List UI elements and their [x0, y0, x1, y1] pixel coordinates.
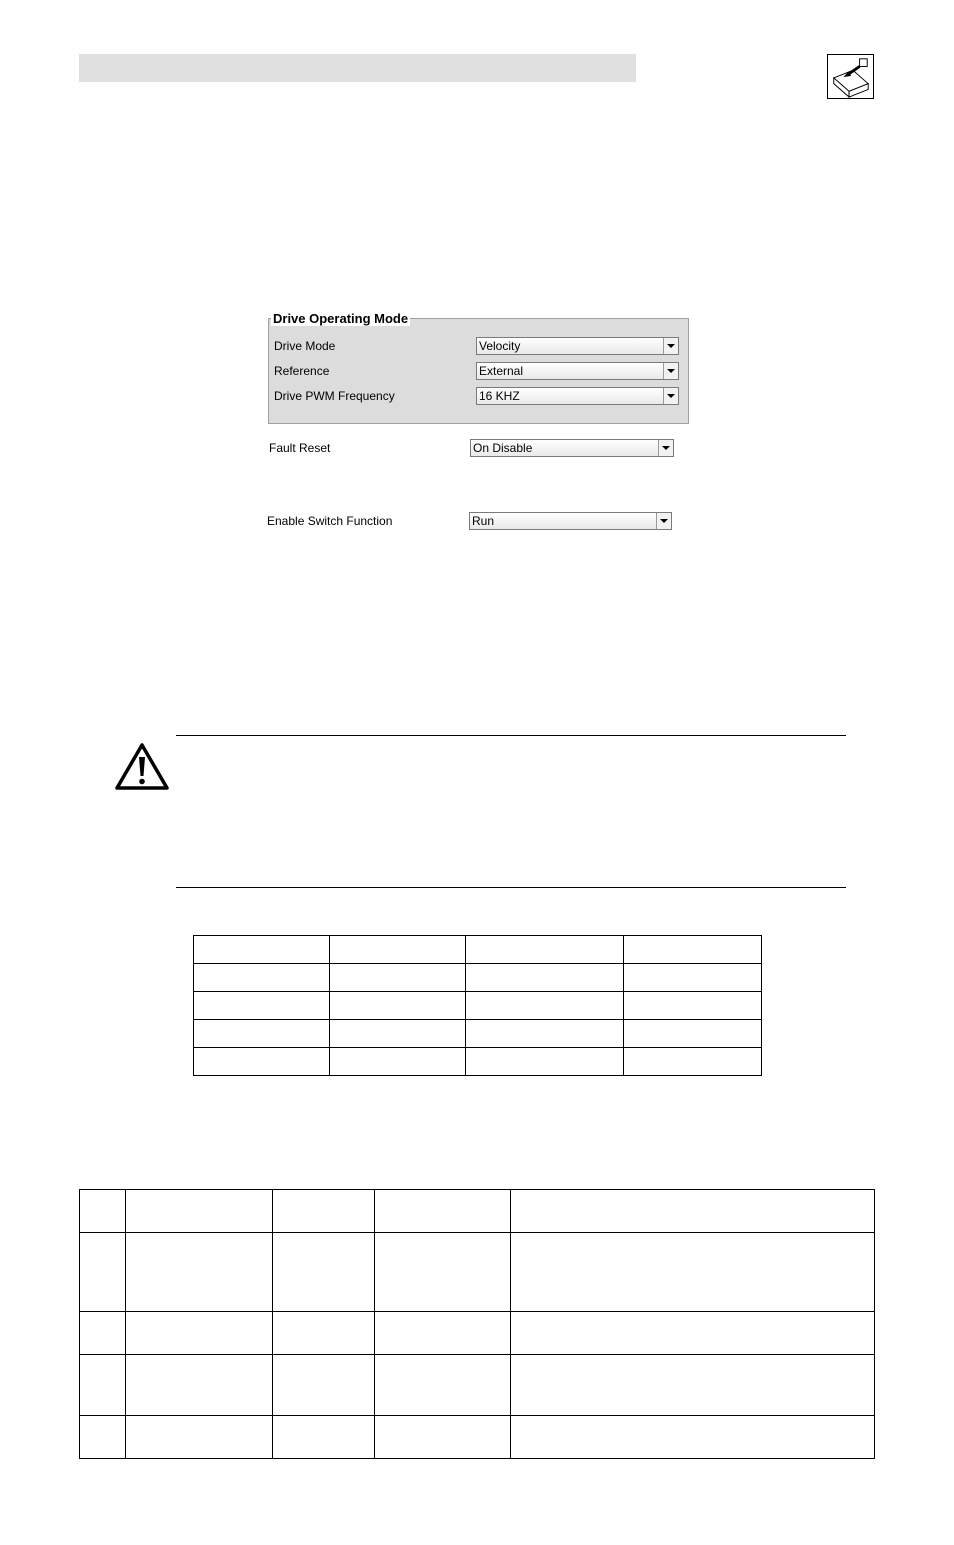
warning-top-rule: [176, 735, 846, 736]
table-cell: [624, 992, 762, 1020]
table-cell: [624, 964, 762, 992]
reference-select[interactable]: [476, 362, 679, 380]
table-cell: [624, 936, 762, 964]
fault-reset-select[interactable]: [470, 439, 674, 457]
table-cell: [329, 992, 465, 1020]
table-row: [194, 1020, 762, 1048]
table-cell: [329, 964, 465, 992]
table-cell: [374, 1190, 511, 1233]
table-cell: [125, 1233, 272, 1312]
fault-reset-value: On Disable: [473, 441, 533, 455]
table-cell: [80, 1233, 126, 1312]
drive-mode-label: Drive Mode: [274, 339, 336, 353]
table-row: [194, 1048, 762, 1076]
chevron-down-icon[interactable]: [663, 338, 678, 354]
table-cell: [125, 1416, 272, 1459]
table-cell: [374, 1233, 511, 1312]
table-cell: [194, 1048, 330, 1076]
table-cell: [465, 992, 624, 1020]
reference-label: Reference: [274, 364, 330, 378]
table-cell: [465, 936, 624, 964]
table-cell: [272, 1190, 374, 1233]
pwm-frequency-label: Drive PWM Frequency: [274, 389, 395, 403]
table-cell: [329, 1020, 465, 1048]
chevron-down-icon[interactable]: [656, 513, 671, 529]
table-cell: [511, 1233, 875, 1312]
chevron-down-icon[interactable]: [658, 440, 673, 456]
table-cell: [511, 1416, 875, 1459]
table-cell: [125, 1312, 272, 1355]
pwm-frequency-value: 16 KHZ: [479, 389, 520, 403]
drive-mode-select[interactable]: [476, 337, 679, 355]
table-cell: [80, 1190, 126, 1233]
table-row: [80, 1416, 875, 1459]
table-cell: [465, 1048, 624, 1076]
table-row: [194, 936, 762, 964]
chevron-down-icon[interactable]: [663, 388, 678, 404]
table-cell: [329, 936, 465, 964]
table-cell: [80, 1416, 126, 1459]
table-row: [80, 1355, 875, 1416]
table-cell: [125, 1355, 272, 1416]
fault-reset-label: Fault Reset: [269, 441, 331, 455]
table-cell: [194, 964, 330, 992]
table-cell: [194, 992, 330, 1020]
table-cell: [374, 1312, 511, 1355]
enable-switch-select[interactable]: [469, 512, 672, 530]
device-insert-icon: [827, 54, 874, 99]
table-cell: [511, 1190, 875, 1233]
table-cell: [194, 1020, 330, 1048]
panel-title: Drive Operating Mode: [273, 311, 409, 326]
table-cell: [465, 1020, 624, 1048]
table-row: [80, 1312, 875, 1355]
table-cell: [511, 1312, 875, 1355]
reference-value: External: [479, 364, 524, 378]
table-cell: [80, 1355, 126, 1416]
warning-bottom-rule: [176, 887, 846, 888]
header-bar: [79, 54, 636, 82]
table-cell: [374, 1416, 511, 1459]
table-row: [80, 1190, 875, 1233]
table-cell: [374, 1355, 511, 1416]
table-cell: [272, 1416, 374, 1459]
table-cell: [125, 1190, 272, 1233]
table-row: [194, 992, 762, 1020]
table-row: [80, 1233, 875, 1312]
empty-table-large: [79, 1189, 875, 1459]
table-cell: [465, 964, 624, 992]
table-cell: [194, 936, 330, 964]
drive-mode-value: Velocity: [479, 339, 521, 353]
table-cell: [272, 1233, 374, 1312]
enable-switch-label: Enable Switch Function: [267, 514, 393, 528]
table-cell: [624, 1048, 762, 1076]
table-row: [194, 964, 762, 992]
empty-table-small: [193, 935, 762, 1076]
enable-switch-value: Run: [472, 514, 495, 528]
table-cell: [624, 1020, 762, 1048]
table-cell: [80, 1312, 126, 1355]
table-cell: [329, 1048, 465, 1076]
pwm-frequency-select[interactable]: [476, 387, 679, 405]
table-cell: [511, 1355, 875, 1416]
table-cell: [272, 1355, 374, 1416]
chevron-down-icon[interactable]: [663, 363, 678, 379]
warning-triangle-icon: [114, 742, 170, 792]
table-cell: [272, 1312, 374, 1355]
